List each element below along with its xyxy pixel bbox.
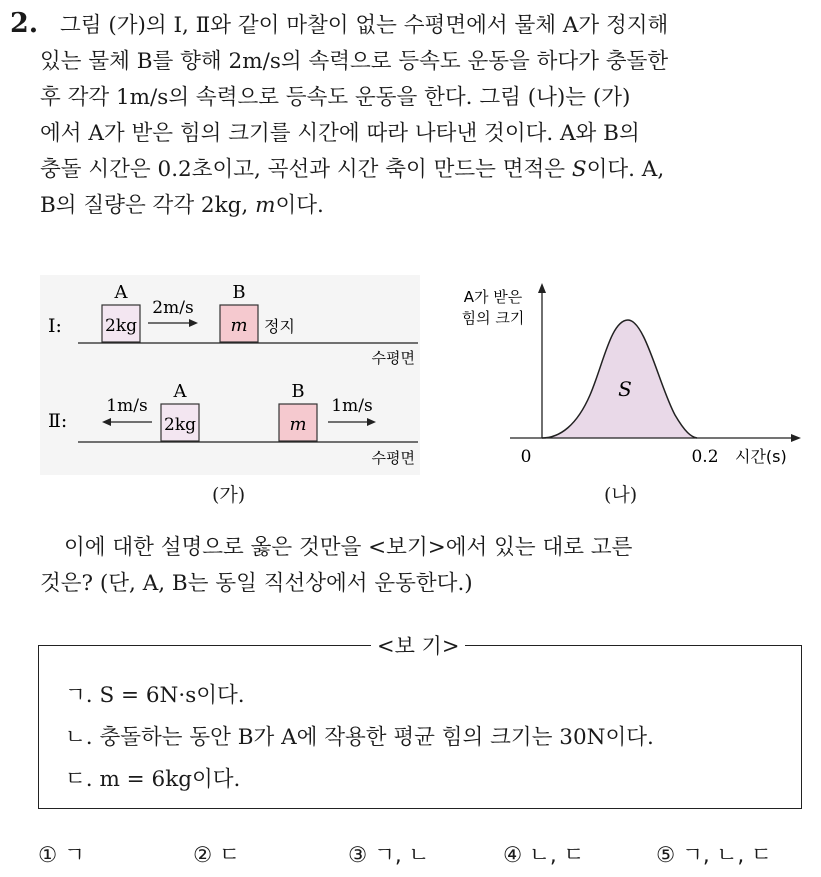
stem-line: 에서 A가 받은 힘의 크기를 시간에 따라 나타낸 것이다. A와 B의 <box>40 121 640 146</box>
stem-line: 그림 (가)의 Ⅰ, Ⅱ와 같이 마찰이 없는 수평면에서 물체 A가 정지해 <box>60 13 669 38</box>
x-axis-label: 시간(s) <box>735 447 787 466</box>
figure-force-time-graph <box>435 275 815 475</box>
stem-line: 후 각각 1m/s의 속력으로 등속도 운동을 한다. 그림 (나)는 (가) <box>40 85 631 110</box>
origin-label: 0 <box>520 447 532 467</box>
choice-5[interactable]: ⑤ ㄱ, ㄴ, ㄷ <box>656 843 772 868</box>
area-label: S <box>618 377 632 401</box>
stem-line: B의 질량은 각각 2kg, m이다. <box>40 193 324 218</box>
choice-3[interactable]: ③ ㄱ, ㄴ <box>348 843 430 868</box>
mass-symbol: m <box>255 193 276 218</box>
choice-1[interactable]: ① ㄱ <box>38 843 85 868</box>
figure-caption-na: (나) <box>604 484 638 506</box>
block-b-name: B <box>291 381 305 402</box>
force-time-graph-svg <box>435 275 815 475</box>
x-tick-label: 0.2 <box>691 447 719 467</box>
row2-label: Ⅱ: <box>48 410 68 432</box>
instruction-line: 이에 대한 설명으로 옳은 것만을 <보기>에서 있는 대로 고른 <box>64 535 633 560</box>
bogi-box <box>38 634 802 809</box>
choice-4[interactable]: ④ ㄴ, ㄷ <box>503 843 585 868</box>
surface-label: 수평면 <box>371 349 415 367</box>
instruction-text <box>40 530 810 602</box>
arrow-left-icon <box>102 418 111 426</box>
bogi-item: ㄱ. S = 6N·s이다. <box>65 683 245 708</box>
y-axis-label-line1: A가 받은 <box>463 288 523 306</box>
bogi-item: ㄷ. m = 6kg이다. <box>65 767 241 792</box>
row1-velocity: 2m/s <box>152 298 194 318</box>
block-b-mass: m <box>289 414 307 435</box>
instruction-line: 것은? (단, A, B는 동일 직선상에서 운동한다.) <box>40 571 473 596</box>
arrow-up-icon <box>538 283 546 293</box>
area-symbol: S <box>571 157 587 182</box>
block-a-name: A <box>114 282 128 303</box>
block-a-mass: 2kg <box>105 316 137 336</box>
arrow-right-icon <box>189 319 198 327</box>
bogi-title: <보 기> <box>371 630 465 660</box>
stem-line: 충돌 시간은 0.2초이고, 곡선과 시간 축이 만드는 면적은 S이다. A, <box>40 157 665 182</box>
row2-velocity-b: 1m/s <box>331 396 373 416</box>
surface-label: 수평면 <box>371 449 415 467</box>
bogi-item: ㄴ. 충돌하는 동안 B가 A에 작용한 평균 힘의 크기는 30N이다. <box>65 725 654 750</box>
question-number: 2. <box>10 8 39 39</box>
row2-velocity-a: 1m/s <box>106 396 148 416</box>
block-b-name: B <box>232 282 246 303</box>
row1-state: 정지 <box>264 317 295 336</box>
choice-2[interactable]: ② ㄷ <box>193 843 240 868</box>
block-a-mass: 2kg <box>164 415 196 435</box>
arrow-right-icon <box>367 418 376 426</box>
collision-diagram-svg <box>40 275 420 475</box>
y-axis-label-line2: 힘의 크기 <box>461 309 525 327</box>
row1-label: Ⅰ: <box>48 315 62 337</box>
block-b-mass: m <box>230 315 248 336</box>
question-stem <box>40 8 808 224</box>
stem-line: 있는 물체 B를 향해 2m/s의 속력으로 등속도 운동을 하다가 충돌한 <box>40 49 669 74</box>
figure-caption-ga: (가) <box>212 484 246 506</box>
figure-collision-diagram <box>40 275 420 475</box>
arrow-right-icon <box>791 434 801 442</box>
block-a-name: A <box>173 381 187 402</box>
